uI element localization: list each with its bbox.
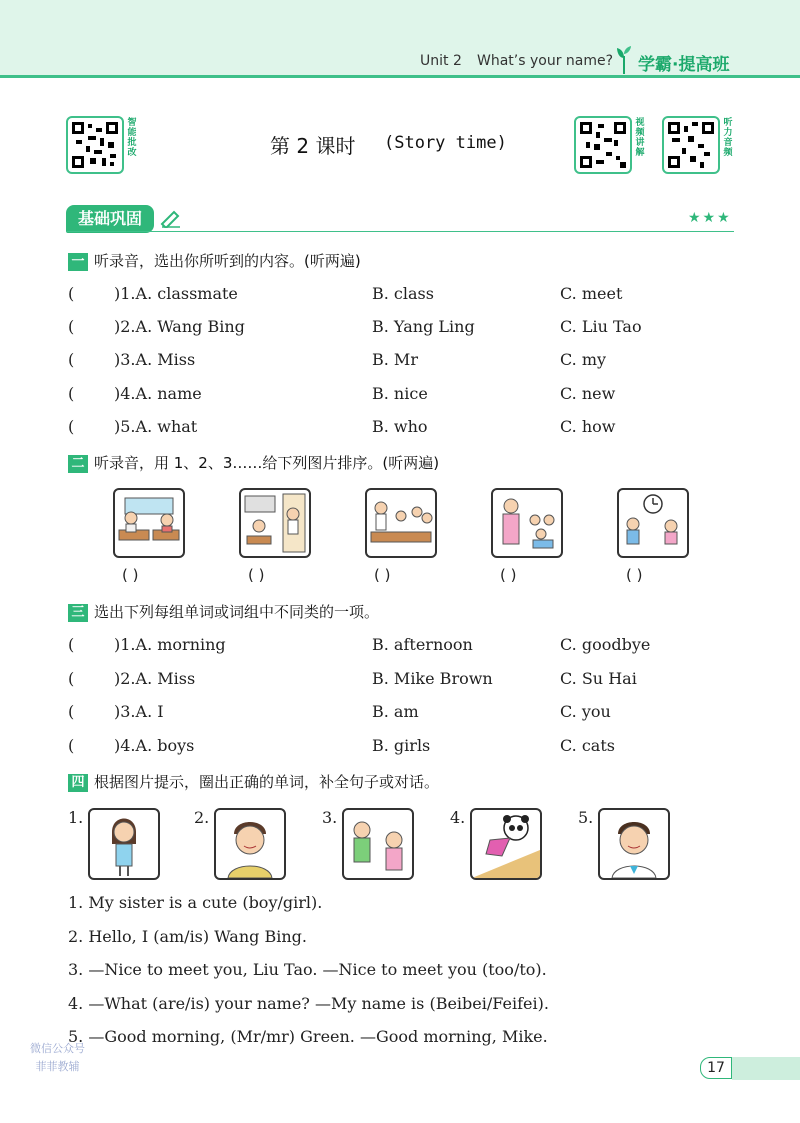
answer-paren: ( — [68, 317, 75, 336]
option-a: )5.A. what — [114, 417, 198, 436]
picture-label: 3. — [322, 808, 338, 827]
answer-paren: ( — [68, 284, 75, 303]
q3-heading — [68, 601, 379, 622]
option-c: C. goodbye — [560, 635, 651, 654]
option-b: B. nice — [372, 384, 428, 403]
option-c: C. meet — [560, 284, 623, 303]
q1-item — [68, 384, 748, 406]
picture-label: 1. — [68, 808, 84, 827]
header-rule — [0, 75, 800, 78]
picture-door — [239, 488, 311, 558]
option-b: B. Yang Ling — [372, 317, 475, 336]
q1-item — [68, 284, 748, 306]
picture-boy-portrait — [214, 808, 286, 880]
q3-number: 三 — [68, 604, 88, 622]
qr-pattern-icon — [580, 122, 626, 168]
option-a: )4.A. boys — [114, 736, 195, 755]
picture-mike — [598, 808, 670, 880]
q3-item — [68, 736, 748, 758]
answer-paren: ( — [68, 417, 75, 436]
watermark — [30, 1040, 85, 1076]
picture-girl — [88, 808, 160, 880]
answer-paren: ( — [68, 736, 75, 755]
answer-paren: ( — [68, 350, 75, 369]
option-a: )3.A. Miss — [114, 350, 196, 369]
option-c: C. cats — [560, 736, 615, 755]
option-a: )4.A. name — [114, 384, 202, 403]
page-footer-bar — [732, 1057, 800, 1080]
brand-sprout-icon — [616, 44, 632, 74]
q4-instruction: 根据图片提示，圈出正确的单词，补全句子或对话。 — [94, 773, 440, 791]
option-b: B. girls — [372, 736, 431, 755]
option-c: C. Liu Tao — [560, 317, 642, 336]
header-brand: 学霸·提高班 — [638, 55, 730, 75]
page-number: 17 — [700, 1057, 732, 1079]
picture-label: 5. — [578, 808, 594, 827]
q3-item — [68, 669, 748, 691]
picture-label: 4. — [450, 808, 466, 827]
q4-sentence: 4. —What (are/is) your name? —My name is (Beibei/Feifei). — [68, 994, 549, 1013]
q4-heading — [68, 771, 439, 792]
q1-number: 一 — [68, 253, 88, 271]
option-a: )3.A. I — [114, 702, 164, 721]
q2-instruction: 听录音，用 1、2、3……给下列图片排序。(听两遍) — [94, 454, 440, 472]
option-c: C. my — [560, 350, 607, 369]
q2-number: 二 — [68, 455, 88, 473]
watermark-line1: 微信公众号 — [30, 1042, 85, 1055]
picture-label: 2. — [194, 808, 210, 827]
order-blank[interactable]: ( ) — [248, 566, 265, 584]
lesson-subtitle: (Story time) — [384, 133, 507, 153]
order-blank[interactable]: ( ) — [500, 566, 517, 584]
q4-number: 四 — [68, 774, 88, 792]
order-blank[interactable]: ( ) — [626, 566, 643, 584]
q1-item — [68, 317, 748, 339]
q1-item — [68, 350, 748, 372]
q1-instruction: 听录音，选出你所听到的内容。(听两遍) — [94, 252, 361, 270]
watermark-line2: 菲菲教辅 — [35, 1060, 80, 1073]
q3-item — [68, 635, 748, 657]
qr-tag-video: 视频讲解 — [635, 118, 645, 158]
q3-item — [68, 702, 748, 724]
q4-sentence: 3. —Nice to meet you, Liu Tao. —Nice to meet you (too/to). — [68, 960, 547, 979]
qr-code-audio[interactable] — [662, 116, 720, 174]
picture-group — [365, 488, 437, 558]
q2-heading — [68, 452, 439, 473]
option-b: B. who — [372, 417, 428, 436]
difficulty-stars: ★★★ — [688, 210, 732, 226]
picture-classroom — [113, 488, 185, 558]
option-b: B. afternoon — [372, 635, 473, 654]
order-blank[interactable]: ( ) — [374, 566, 391, 584]
answer-paren: ( — [68, 669, 75, 688]
option-c: C. Su Hai — [560, 669, 637, 688]
header-unit: Unit 2 — [420, 53, 462, 69]
q1-heading — [68, 250, 361, 271]
option-a: )2.A. Miss — [114, 669, 196, 688]
option-c: C. new — [560, 384, 616, 403]
picture-two-children — [342, 808, 414, 880]
header-unit-title: What’s your name? — [477, 53, 614, 69]
qr-tag-grading: 智能批改 — [127, 118, 137, 158]
option-b: B. class — [372, 284, 434, 303]
picture-greeting — [491, 488, 563, 558]
q4-sentence: 5. —Good morning, (Mr/mr) Green. —Good morning, Mike. — [68, 1027, 548, 1046]
option-c: C. you — [560, 702, 611, 721]
q3-instruction: 选出下列每组单词或词组中不同类的一项。 — [94, 603, 380, 621]
picture-clock — [617, 488, 689, 558]
answer-paren: ( — [68, 384, 75, 403]
pencil-icon — [160, 208, 182, 228]
qr-code-video[interactable] — [574, 116, 632, 174]
picture-panda — [470, 808, 542, 880]
qr-code-grading[interactable] — [66, 116, 124, 174]
answer-paren: ( — [68, 702, 75, 721]
answer-paren: ( — [68, 635, 75, 654]
order-blank[interactable]: ( ) — [122, 566, 139, 584]
section-divider — [66, 231, 734, 232]
option-a: )1.A. morning — [114, 635, 226, 654]
option-a: )1.A. classmate — [114, 284, 238, 303]
option-b: B. Mike Brown — [372, 669, 493, 688]
lesson-title: 第 2 课时 — [270, 134, 356, 158]
q4-sentence: 2. Hello, I (am/is) Wang Bing. — [68, 927, 307, 946]
section-tab: 基础巩固 — [66, 205, 154, 233]
qr-tag-audio: 听力音频 — [723, 118, 733, 158]
qr-pattern-icon — [668, 122, 714, 168]
option-b: B. Mr — [372, 350, 418, 369]
option-b: B. am — [372, 702, 419, 721]
qr-pattern-icon — [72, 122, 118, 168]
q4-sentence: 1. My sister is a cute (boy/girl). — [68, 893, 323, 912]
q1-item — [68, 417, 748, 439]
option-a: )2.A. Wang Bing — [114, 317, 245, 336]
option-c: C. how — [560, 417, 616, 436]
